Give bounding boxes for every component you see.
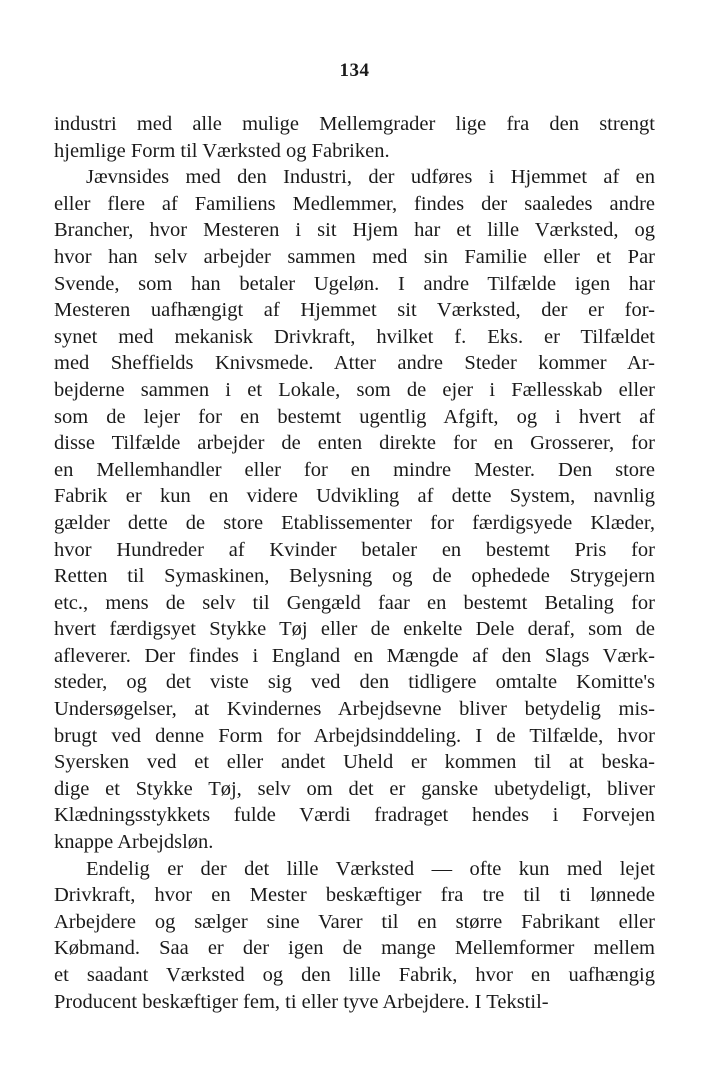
- paragraph-1: [54, 111, 655, 164]
- text-line: en Mellemhandler eller for en mindre Mester. Den store: [54, 458, 655, 481]
- text-line: etc., mens de selv til Gengæld faar en bestemt Betaling for: [54, 591, 655, 614]
- text-line: Arbejdere og sælger sine Varer til en større Fabrikant eller: [54, 910, 655, 933]
- text-line: brugt ved denne Form for Arbejdsinddeling. I de Tilfælde, hvor: [54, 724, 655, 747]
- text-line: hjemlige Form til Værksted og Fabriken.: [54, 139, 390, 162]
- paragraph-2: [54, 164, 655, 855]
- text-line: Endelig er der det lille Værksted — ofte kun med lejet: [86, 857, 655, 880]
- text-body: [54, 111, 655, 1015]
- text-line: hvor Hundreder af Kvinder betaler en bestemt Pris for: [54, 538, 655, 561]
- text-line: steder, og det viste sig ved den tidligere omtalte Komitte's: [54, 671, 655, 694]
- text-line: Svende, som han betaler Ugeløn. I andre Tilfælde igen har: [54, 272, 655, 295]
- text-line: hvor han selv arbejder sammen med sin Familie eller et Par: [54, 245, 655, 268]
- text-line: industri med alle mulige Mellemgrader lige fra den strengt: [54, 113, 655, 135]
- text-line: knappe Arbejdsløn.: [54, 831, 214, 854]
- text-line: som de lejer for en bestemt ugentlig Afgift, og i hvert af: [54, 405, 655, 428]
- paragraph-3: [54, 856, 655, 1016]
- page-number: 134: [339, 60, 370, 81]
- text-line: Købmand. Saa er der igen de mange Mellemformer mellem: [54, 937, 655, 960]
- text-line: Producent beskæftiger fem, ti eller tyve Arbejdere. I Tekstil-: [54, 990, 549, 1013]
- text-line: Mesteren uafhængigt af Hjemmet sit Værksted, der er for-: [54, 299, 655, 322]
- text-line: Retten til Symaskinen, Belysning og de ophedede Strygejern: [54, 565, 655, 588]
- text-line: synet med mekanisk Drivkraft, hvilket f. Eks. er Tilfældet: [54, 325, 655, 348]
- text-line: hvert færdigsyet Stykke Tøj eller de enkelte Dele deraf, som de: [54, 618, 655, 641]
- text-line: Undersøgelser, at Kvindernes Arbejdsevne bliver betydelig mis-: [54, 698, 655, 721]
- text-line: bejderne sammen i et Lokale, som de ejer i Fællesskab eller: [54, 378, 655, 401]
- document-page: [54, 58, 655, 1015]
- text-line: eller flere af Familiens Medlemmer, findes der saaledes andre: [54, 192, 655, 215]
- text-line: afleverer. Der findes i England en Mængde af den Slags Værk-: [54, 644, 655, 667]
- text-line: Fabrik er kun en videre Udvikling af dette System, navnlig: [54, 485, 655, 508]
- text-line: dige et Stykke Tøj, selv om det er ganske ubetydeligt, bliver: [54, 777, 655, 800]
- text-line: med Sheffields Knivsmede. Atter andre Steder kommer Ar-: [54, 352, 655, 375]
- text-line: Jævnsides med den Industri, der udføres i Hjemmet af en: [86, 166, 655, 189]
- text-line: gælder dette de store Etablissementer for færdigsyede Klæder,: [54, 511, 655, 534]
- text-line: disse Tilfælde arbejder de enten direkte for en Grosserer, for: [54, 432, 655, 455]
- text-line: Brancher, hvor Mesteren i sit Hjem har et lille Værksted, og: [54, 219, 655, 242]
- text-line: et saadant Værksted og den lille Fabrik, hvor en uafhængig: [54, 964, 655, 986]
- text-line: Klædningsstykkets fulde Værdi fradraget hendes i Forvejen: [54, 804, 655, 827]
- text-line: Syersken ved et eller andet Uheld er kommen til at beska-: [54, 751, 655, 774]
- text-line: Drivkraft, hvor en Mester beskæftiger fra tre til ti lønnede: [54, 884, 655, 907]
